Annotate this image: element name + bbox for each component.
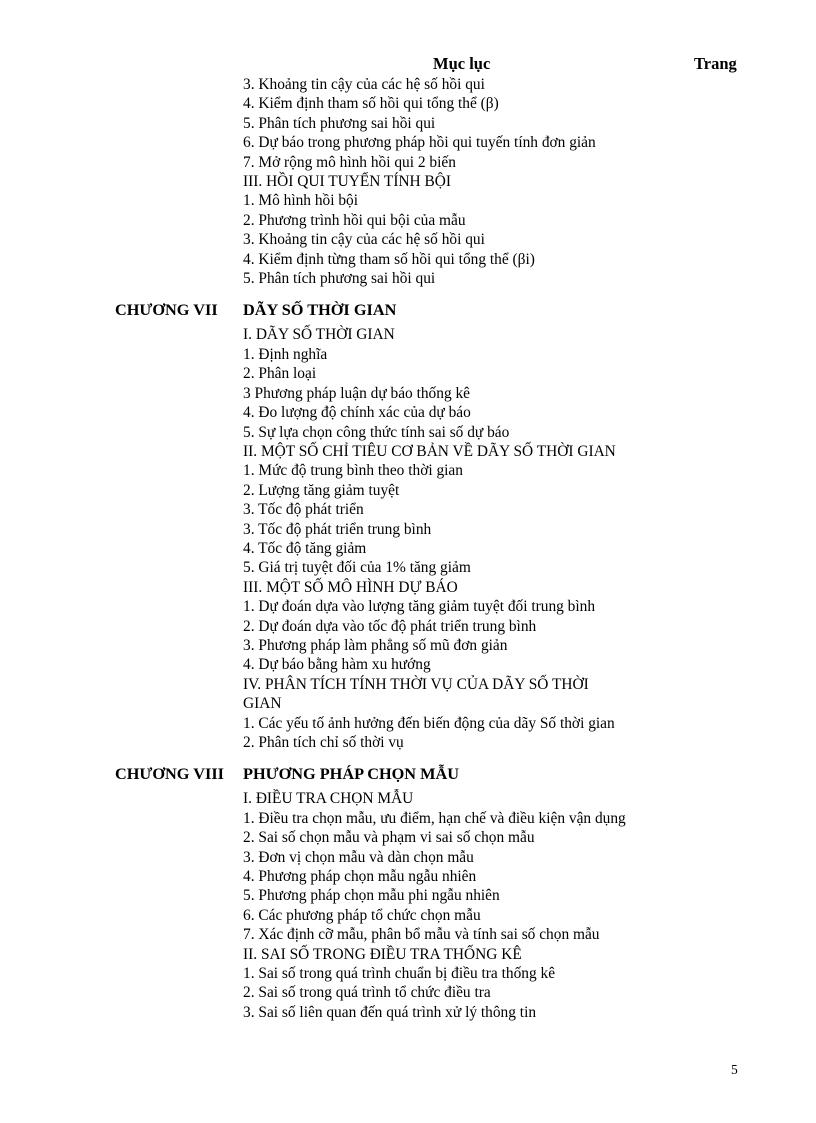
toc-line: 2. Lượng tăng giảm tuyệt (243, 481, 400, 499)
toc-line: 4. Đo lượng độ chính xác của dự báo (243, 404, 471, 422)
page-header (0, 54, 816, 76)
toc-line: 3. Tốc độ phát triển (243, 501, 364, 519)
table-of-contents (115, 75, 755, 1022)
chapter-row (115, 764, 755, 784)
toc-line: 3. Sai số liên quan đến quá trình xử lý thông tin (243, 1003, 537, 1021)
toc-line: 1. Các yếu tố ảnh hưởng đến biến động của dãy Số thời gian (243, 714, 615, 732)
toc-line: 2. Phân tích chỉ số thời vụ (243, 734, 404, 751)
toc-line: I. DÃY SỐ THỜI GIAN (243, 326, 395, 344)
toc-line: 5. Sự lựa chọn công thức tính sai số dự báo (243, 423, 510, 441)
toc-line: 2. Sai số trong quá trình tổ chức điều tra (243, 984, 491, 1002)
page-number: 5 (731, 1062, 738, 1077)
toc-line: 1. Mức độ trung bình theo thời gian (243, 462, 463, 480)
toc-line: 3. Phương pháp làm phẳng số mũ đơn giản (243, 636, 508, 654)
toc-line: GIAN (243, 695, 282, 713)
toc-line: 2. Phân loại (243, 365, 317, 383)
toc-line: 2. Dự đoán dựa vào tốc độ phát triển trung bình (243, 617, 537, 635)
toc-line: 3. Khoảng tin cậy của các hệ số hồi qui (243, 76, 485, 93)
toc-line: 3 Phương pháp luận dự báo thống kê (243, 384, 471, 402)
toc-line: 3. Khoảng tin cậy của các hệ số hồi qui (243, 231, 485, 249)
toc-line: 4. Phương pháp chọn mẫu ngẫu nhiên (243, 868, 477, 886)
chapter-label: CHƯƠNG VII (115, 300, 218, 320)
toc-line: 1. Định nghĩa (243, 345, 328, 363)
toc-line: 6. Các phương pháp tổ chức chọn mẫu (243, 906, 481, 924)
toc-line: III. MỘT SỐ MÔ HÌNH DỰ BÁO (243, 578, 458, 596)
toc-line: 3. Đơn vị chọn mẫu và dàn chọn mẫu (243, 848, 474, 866)
chapter-title: PHƯƠNG PHÁP CHỌN MẪU (243, 764, 460, 784)
toc-line: 6. Dự báo trong phương pháp hồi qui tuyến tính đơn giản (243, 134, 596, 152)
toc-line: 5. Phân tích phương sai hồi qui (243, 114, 436, 132)
toc-line: 5. Giá trị tuyệt đối của 1% tăng giảm (243, 559, 471, 577)
page-column-label: Trang (694, 54, 737, 73)
chapter-label: CHƯƠNG VIII (115, 764, 225, 784)
toc-line: 1. Dự đoán dựa vào lượng tăng giảm tuyệt đối trung bình (243, 598, 596, 616)
page-title: Mục lục (433, 54, 491, 73)
toc-line: 2. Sai số chọn mẫu và phạm vi sai số chọn mẫu (243, 829, 535, 847)
toc-line: II. MỘT SỐ CHỈ TIÊU CƠ BẢN VỀ DÃY SỐ THỜI GIAN (243, 442, 616, 460)
toc-line: 1. Sai số trong quá trình chuẩn bị điều tra thống kê (243, 965, 556, 983)
toc-line: 7. Mở rộng mô hình hồi qui 2 biến (243, 153, 456, 171)
toc-line: 5. Phân tích phương sai hồi qui (243, 270, 436, 288)
toc-line: 1. Mô hình hồi bội (243, 192, 359, 210)
toc-line: 1. Điều tra chọn mẫu, ưu điểm, hạn chế và điều kiện vận dụng (243, 809, 626, 827)
toc-line: 3. Tốc độ phát triển trung bình (243, 520, 432, 538)
toc-line: 4. Kiểm định tham số hồi qui tổng thể (β) (243, 95, 499, 113)
chapter-row (115, 300, 755, 320)
toc-line: I. ĐIỀU TRA CHỌN MẪU (243, 790, 414, 808)
toc-line: 4. Tốc độ tăng giảm (243, 539, 367, 557)
toc-line: III. HỒI QUI TUYẾN TÍNH BỘI (243, 173, 452, 191)
toc-line: II. SAI SỐ TRONG ĐIỀU TRA THỐNG KÊ (243, 945, 522, 963)
toc-line: 4. Kiểm định từng tham số hồi qui tổng thể (βi) (243, 250, 535, 268)
chapter-title: DÃY SỐ THỜI GIAN (243, 300, 397, 320)
toc-line: IV. PHÂN TÍCH TÍNH THỜI VỤ CỦA DÃY SỐ THỜI (243, 675, 589, 693)
toc-line: 2. Phương trình hồi qui bội của mẫu (243, 211, 466, 229)
toc-line: 5. Phương pháp chọn mẫu phi ngẫu nhiên (243, 887, 500, 905)
toc-line: 4. Dự báo bằng hàm xu hướng (243, 656, 431, 674)
toc-line: 7. Xác định cỡ mẫu, phân bổ mẫu và tính sai số chọn mẫu (243, 926, 600, 944)
